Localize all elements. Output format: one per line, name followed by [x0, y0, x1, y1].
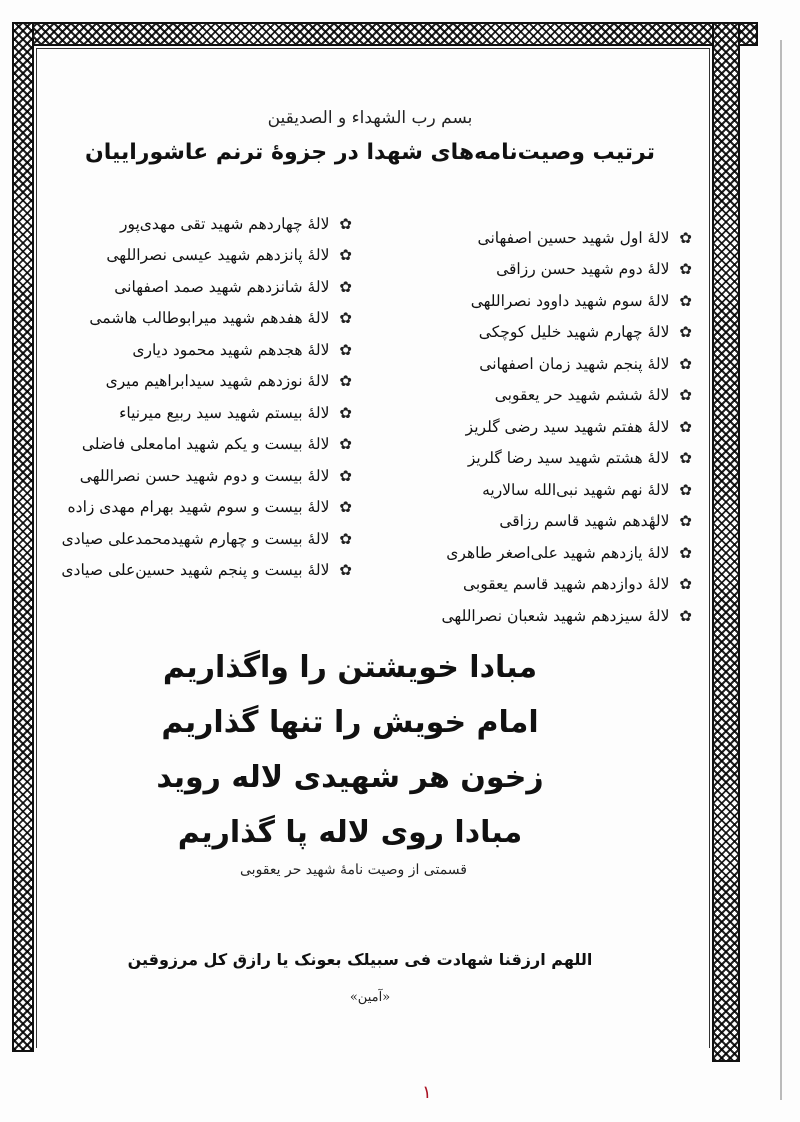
list-item	[61, 523, 352, 555]
flower-bullet-icon: ✿	[679, 417, 692, 436]
list-item-text: لالهٔ بیستم شهید سید ربیع میرنیاء	[119, 403, 330, 422]
list-item-text: لالهٔ بیست و دوم شهید حسن نصراللهی	[79, 466, 330, 485]
flower-bullet-icon: ✿	[339, 246, 352, 265]
flower-bullet-icon: ✿	[339, 340, 352, 359]
decorative-frame-top	[12, 22, 758, 46]
list-item	[400, 569, 692, 601]
flower-bullet-icon: ✿	[679, 575, 692, 594]
list-item	[90, 397, 352, 429]
prayer-text: اللهم ارزقنا شهادت فی سبیلک بعونک یا رازق کل مرزوقین	[127, 950, 593, 969]
list-item-text: لالهٔ هفدهم شهید میرابوطالب هاشمی	[89, 309, 330, 328]
flower-bullet-icon: ✿	[339, 435, 352, 454]
flower-bullet-icon: ✿	[679, 543, 692, 562]
list-item	[67, 492, 352, 524]
flower-bullet-icon: ✿	[679, 512, 692, 531]
poem-line: زخون هر شهیدی لاله روید	[156, 760, 544, 795]
poem-line: مبادا خویشتن را واگذاریم	[162, 650, 538, 685]
list-item-text: لالهٔ ششم شهید حر یعقوبی	[494, 386, 670, 405]
list-item	[400, 474, 692, 506]
list-item	[400, 506, 692, 538]
flower-bullet-icon: ✿	[679, 449, 692, 468]
list-item	[90, 366, 352, 398]
scan-edge-line	[780, 40, 782, 1100]
flower-bullet-icon: ✿	[339, 214, 352, 233]
list-item	[400, 317, 692, 349]
list-item-text: لالهٔ هفتم شهید سید رضی گلریز	[465, 417, 670, 436]
martyrs-list-right	[400, 222, 692, 632]
martyrs-list-left	[61, 208, 352, 586]
list-item	[90, 208, 352, 240]
list-item-text: لالهٔ اول شهید حسین اصفهانی	[477, 228, 670, 247]
list-item-text: لالهٔ سوم شهید داوود نصراللهی	[470, 291, 670, 310]
list-item	[61, 555, 352, 587]
flower-bullet-icon: ✿	[339, 529, 352, 548]
decorative-frame-left	[12, 22, 34, 1052]
amen-text: «آمین»	[349, 990, 391, 1005]
list-item	[400, 600, 692, 632]
list-item	[400, 380, 692, 412]
flower-bullet-icon: ✿	[679, 228, 692, 247]
list-item-text: لالهٔدهم شهید قاسم رزاقی	[499, 512, 670, 531]
list-item	[90, 240, 352, 272]
page-number: ۱	[422, 1082, 432, 1103]
list-item-text: لالهٔ بیست و پنجم شهید حسین‌علی صیادی	[61, 561, 330, 580]
list-item	[81, 429, 352, 461]
list-item	[90, 303, 352, 335]
poem-line: مبادا روی لاله پا گذاریم	[177, 815, 523, 850]
list-item	[79, 460, 352, 492]
list-item-text: لالهٔ چهاردهم شهید تقی مهدی‌پور	[119, 214, 330, 233]
poem-source: قسمتی از وصیت نامهٔ شهید حر یعقوبی	[240, 862, 467, 878]
list-item	[400, 222, 692, 254]
list-item-text: لالهٔ هجدهم شهید محمود دیاری	[132, 340, 330, 359]
flower-bullet-icon: ✿	[339, 466, 352, 485]
list-item-text: لالهٔ شانزدهم شهید صمد اصفهانی	[114, 277, 330, 296]
flower-bullet-icon: ✿	[339, 372, 352, 391]
list-item	[400, 411, 692, 443]
flower-bullet-icon: ✿	[679, 291, 692, 310]
list-item	[400, 348, 692, 380]
list-item-text: لالهٔ سیزدهم شهید شعبان نصراللهی	[441, 606, 670, 625]
list-item-text: لالهٔ پنجم شهید زمان اصفهانی	[479, 354, 670, 373]
flower-bullet-icon: ✿	[679, 386, 692, 405]
page-title: ترتیب وصیت‌نامه‌های شهدا در جزوهٔ ترنم عاشوراییان	[84, 140, 656, 165]
flower-bullet-icon: ✿	[339, 561, 352, 580]
poem-line: امام خویش را تنها گذاریم	[161, 705, 539, 740]
list-item-text: لالهٔ یازدهم شهید علی‌اصغر طاهری	[446, 543, 670, 562]
list-item	[90, 271, 352, 303]
flower-bullet-icon: ✿	[339, 309, 352, 328]
flower-bullet-icon: ✿	[679, 606, 692, 625]
flower-bullet-icon: ✿	[339, 498, 352, 517]
header-subtitle: بسم رب الشهداء و الصدیقین	[267, 108, 473, 128]
decorative-frame-right	[712, 22, 740, 1062]
list-item-text: لالهٔ پانزدهم شهید عیسی نصراللهی	[106, 246, 330, 265]
flower-bullet-icon: ✿	[339, 403, 352, 422]
flower-bullet-icon: ✿	[679, 480, 692, 499]
list-item	[400, 254, 692, 286]
list-item-text: لالهٔ دوازدهم شهید قاسم یعقوبی	[463, 575, 670, 594]
list-item-text: لالهٔ هشتم شهید سید رضا گلریز	[467, 449, 670, 468]
flower-bullet-icon: ✿	[679, 260, 692, 279]
list-item	[400, 285, 692, 317]
list-item-text: لالهٔ دوم شهید حسن رزاقی	[496, 260, 670, 279]
list-item	[90, 334, 352, 366]
list-item-text: لالهٔ بیست و چهارم شهیدمحمدعلی صیادی	[61, 529, 330, 548]
list-item-text: لالهٔ نوزدهم شهید سیدابراهیم میری	[105, 372, 330, 391]
list-item	[400, 443, 692, 475]
flower-bullet-icon: ✿	[339, 277, 352, 296]
list-item-text: لالهٔ نهم شهید نبی‌الله سالاریه	[482, 480, 670, 499]
flower-bullet-icon: ✿	[679, 354, 692, 373]
list-item	[400, 537, 692, 569]
list-item-text: لالهٔ بیست و سوم شهید بهرام مهدی زاده	[67, 498, 330, 517]
flower-bullet-icon: ✿	[679, 323, 692, 342]
list-item-text: لالهٔ بیست و یکم شهید امامعلی فاضلی	[81, 435, 330, 454]
list-item-text: لالهٔ چهارم شهید خلیل کوچکی	[478, 323, 670, 342]
